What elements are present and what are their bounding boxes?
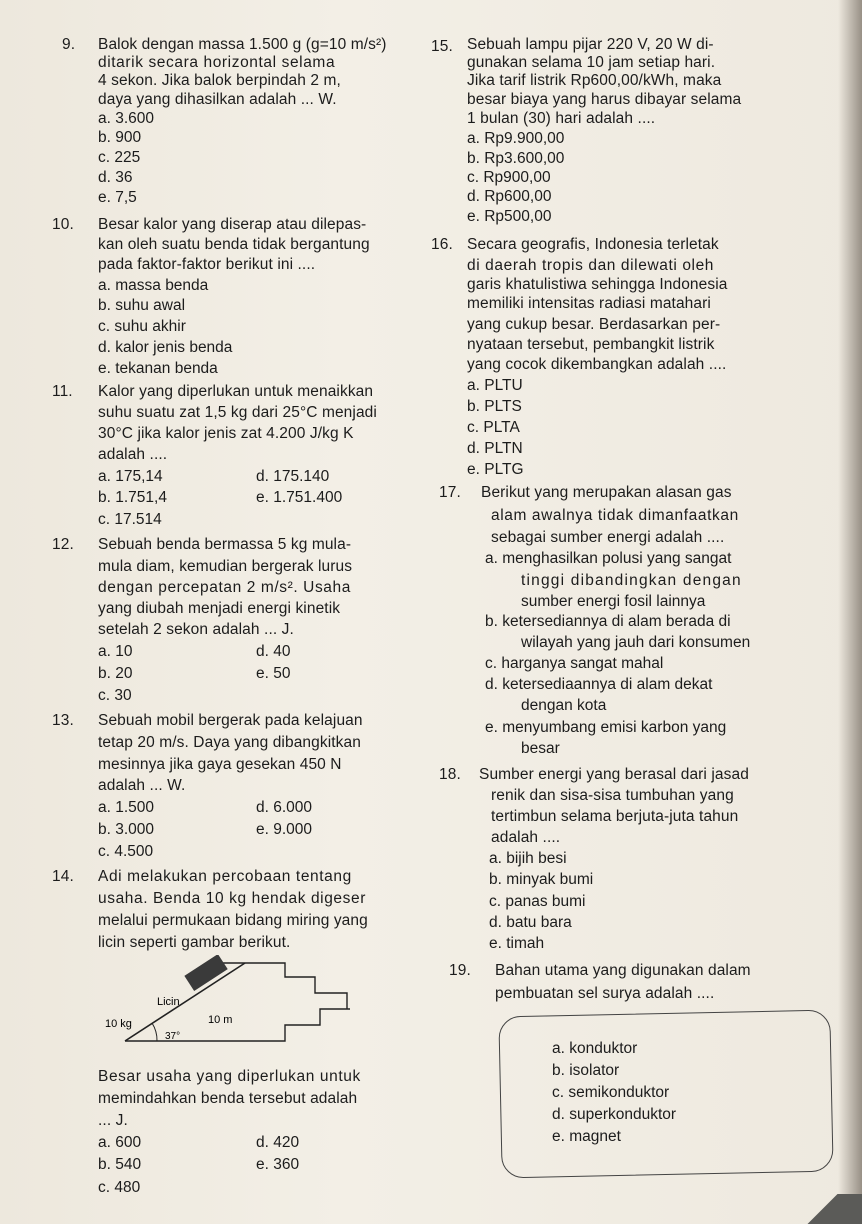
question-number: 11.: [52, 383, 73, 400]
option-b: b. PLTS: [467, 398, 522, 415]
surface-label: Licin: [157, 996, 180, 1008]
question-number: 19.: [449, 962, 471, 979]
option-b: b. 900: [98, 129, 142, 146]
question-text: memiliki intensitas radiasi matahari: [467, 295, 711, 312]
stair-outline: [125, 1009, 350, 1041]
option-d: d. 40: [256, 643, 291, 660]
option-b-cont: wilayah yang jauh dari konsumen: [521, 634, 751, 651]
option-d-cont: dengan kota: [521, 697, 607, 714]
option-b: b. 1.751,4: [98, 489, 167, 506]
question-number: 12.: [52, 536, 74, 553]
question-text: dengan percepatan 2 m/s². Usaha: [98, 579, 351, 596]
question-text: Sebuah mobil bergerak pada kelajuan: [98, 712, 363, 729]
option-c: c. semikonduktor: [552, 1084, 670, 1101]
option-d: d. superkonduktor: [552, 1106, 677, 1123]
question-text: Besar usaha yang diperlukan untuk: [98, 1068, 361, 1085]
option-e-cont: besar: [521, 740, 560, 757]
question-text: Kalor yang diperlukan untuk menaikkan: [98, 383, 374, 400]
option-c: c. suhu akhir: [98, 318, 186, 335]
option-a: a. menghasilkan polusi yang sangat: [485, 550, 732, 567]
question-text: melalui permukaan bidang miring yang: [98, 912, 368, 929]
option-b: b. isolator: [552, 1062, 620, 1079]
option-c: c. PLTA: [467, 419, 520, 436]
option-e: e. timah: [489, 935, 545, 952]
question-text: memindahkan benda tersebut adalah: [98, 1090, 358, 1107]
question-text: alam awalnya tidak dimanfaatkan: [491, 507, 739, 524]
option-b: b. 3.000: [98, 821, 155, 838]
option-e: e. Rp500,00: [467, 208, 552, 225]
page-edge-shadow: [838, 0, 862, 1224]
question-text: yang cukup besar. Berdasarkan per-: [467, 316, 721, 333]
option-c: c. 225: [98, 149, 141, 166]
question-text: ... J.: [98, 1112, 128, 1129]
question-text: daya yang dihasilkan adalah ... W.: [98, 91, 337, 108]
question-text: sebagai sumber energi adalah ....: [491, 529, 725, 546]
question-text: yang cocok dikembangkan adalah ....: [467, 356, 727, 373]
question-text: Bahan utama yang digunakan dalam: [495, 962, 751, 979]
question-text: adalah ... W.: [98, 777, 186, 794]
option-e: e. 7,5: [98, 189, 137, 206]
question-number: 16.: [431, 236, 453, 253]
question-text: Secara geografis, Indonesia terletak: [467, 236, 719, 253]
option-d: d. ketersediaannya di alam dekat: [485, 676, 713, 693]
question-text: Sumber energi yang berasal dari jasad: [479, 766, 749, 783]
question-number: 9.: [62, 36, 76, 53]
option-c: c. 17.514: [98, 511, 162, 528]
question-text: di daerah tropis dan dilewati oleh: [467, 257, 715, 274]
block: [184, 955, 227, 991]
question-text: 1 bulan (30) hari adalah ....: [467, 110, 656, 127]
angle-arc: [152, 1023, 157, 1041]
option-a: a. 3.600: [98, 110, 155, 127]
option-a: a. PLTU: [467, 377, 523, 394]
option-b: b. 540: [98, 1156, 142, 1173]
page-corner: [792, 1194, 862, 1224]
question-text: tetap 20 m/s. Daya yang dibangkitkan: [98, 734, 361, 751]
question-text: kan oleh suatu benda tidak bergantung: [98, 236, 370, 253]
question-text: 4 sekon. Jika balok berpindah 2 m,: [98, 72, 341, 89]
option-c: c. harganya sangat mahal: [485, 655, 664, 672]
mass-label: 10 kg: [105, 1018, 132, 1030]
length-label: 10 m: [208, 1014, 233, 1026]
question-text: 30°C jika kalor jenis zat 4.200 J/kg K: [98, 425, 354, 442]
option-e: e. tekanan benda: [98, 360, 218, 377]
option-c: c. Rp900,00: [467, 169, 551, 186]
option-d: d. Rp600,00: [467, 188, 552, 205]
question-number: 13.: [52, 712, 74, 729]
option-b: b. minyak bumi: [489, 871, 594, 888]
option-a: a. bijih besi: [489, 850, 567, 867]
question-text: adalah ....: [491, 829, 561, 846]
option-d: d. 6.000: [256, 799, 313, 816]
question-text: gunakan selama 10 jam setiap hari.: [467, 54, 716, 71]
question-text: mesinnya jika gaya gesekan 450 N: [98, 756, 342, 773]
option-a: a. Rp9.900,00: [467, 130, 565, 147]
question-text: garis khatulistiwa sehingga Indonesia: [467, 276, 728, 293]
option-a: a. konduktor: [552, 1040, 638, 1057]
option-d: d. 36: [98, 169, 133, 186]
option-b: b. 20: [98, 665, 133, 682]
option-e: e. 9.000: [256, 821, 313, 838]
question-text: besar biaya yang harus dibayar selama: [467, 91, 742, 108]
question-number: 14.: [52, 868, 74, 885]
option-e: e. 1.751.400: [256, 489, 343, 506]
option-d: d. PLTN: [467, 440, 523, 457]
option-a: a. massa benda: [98, 277, 209, 294]
option-a: a. 175,14: [98, 468, 163, 485]
question-text: nyataan tersebut, pembangkit listrik: [467, 336, 715, 353]
option-a-cont: tinggi dibandingkan dengan: [521, 572, 742, 589]
question-text: yang diubah menjadi energi kinetik: [98, 600, 341, 617]
option-d: d. 175.140: [256, 468, 330, 485]
option-e: e. magnet: [552, 1128, 621, 1145]
question-text: Balok dengan massa 1.500 g (g=10 m/s²): [98, 36, 387, 53]
option-d: d. batu bara: [489, 914, 572, 931]
question-text: Adi melakukan percobaan tentang: [98, 868, 352, 885]
option-d: d. 420: [256, 1134, 300, 1151]
question-number: 17.: [439, 484, 461, 501]
incline-surface: [125, 963, 245, 1041]
option-c: c. panas bumi: [489, 893, 586, 910]
question-text: adalah ....: [98, 446, 168, 463]
question-text: Jika tarif listrik Rp600,00/kWh, maka: [467, 72, 722, 89]
question-text: Sebuah lampu pijar 220 V, 20 W di-: [467, 36, 714, 53]
question-text: ditarik secara horizontal selama: [98, 54, 336, 71]
incline-figure: [95, 955, 395, 1055]
option-b: b. Rp3.600,00: [467, 150, 565, 167]
option-e: e. 50: [256, 665, 291, 682]
question-text: renik dan sisa-sisa tumbuhan yang: [491, 787, 734, 804]
option-b: b. ketersediannya di alam berada di: [485, 613, 731, 630]
question-number: 15.: [431, 38, 453, 55]
option-a: a. 1.500: [98, 799, 155, 816]
option-d: d. kalor jenis benda: [98, 339, 233, 356]
option-c: c. 30: [98, 687, 132, 704]
option-e: e. PLTG: [467, 461, 524, 478]
option-a: a. 600: [98, 1134, 142, 1151]
question-text: mula diam, kemudian bergerak lurus: [98, 558, 353, 575]
question-number: 18.: [439, 766, 461, 783]
question-number: 10.: [52, 216, 74, 233]
option-c: c. 4.500: [98, 843, 154, 860]
option-b: b. suhu awal: [98, 297, 186, 314]
question-text: Sebuah benda bermassa 5 kg mula-: [98, 536, 352, 553]
question-text: licin seperti gambar berikut.: [98, 934, 291, 951]
option-e: e. 360: [256, 1156, 300, 1173]
option-a: a. 10: [98, 643, 133, 660]
question-text: suhu suatu zat 1,5 kg dari 25°C menjadi: [98, 404, 377, 421]
question-text: setelah 2 sekon adalah ... J.: [98, 621, 294, 638]
option-c: c. 480: [98, 1179, 141, 1196]
question-text: tertimbun selama berjuta-juta tahun: [491, 808, 739, 825]
question-text: usaha. Benda 10 kg hendak digeser: [98, 890, 366, 907]
question-text: pada faktor-faktor berikut ini ....: [98, 256, 316, 273]
option-a-cont: sumber energi fosil lainnya: [521, 593, 706, 610]
angle-label: 37°: [165, 1031, 181, 1042]
option-e: e. menyumbang emisi karbon yang: [485, 719, 727, 736]
question-text: Besar kalor yang diserap atau dilepas-: [98, 216, 367, 233]
question-text: Berikut yang merupakan alasan gas: [481, 484, 732, 501]
question-text: pembuatan sel surya adalah ....: [495, 985, 715, 1002]
